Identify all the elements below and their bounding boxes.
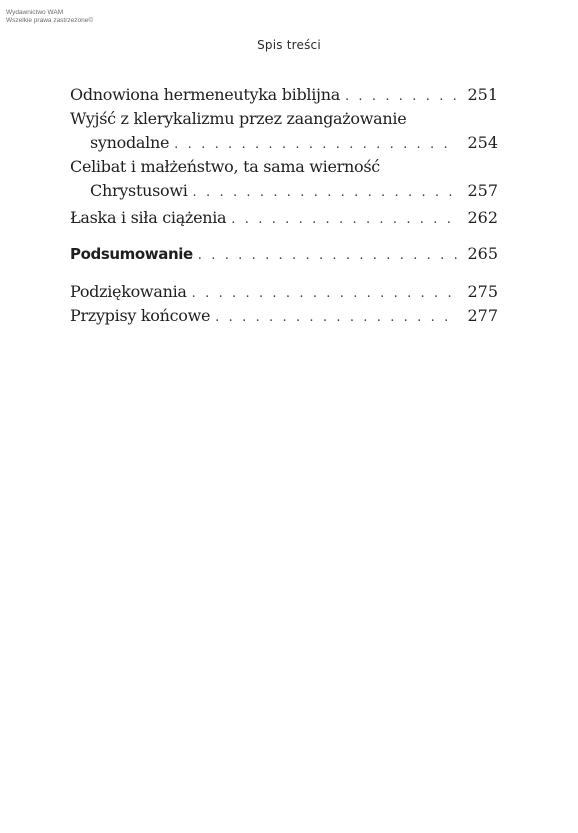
toc-entry-title: Wyjść z klerykalizmu przez zaangażowanie bbox=[70, 109, 407, 128]
toc-entry[interactable] bbox=[70, 155, 498, 200]
toc-entry[interactable] bbox=[70, 83, 498, 107]
dot-leader bbox=[345, 85, 458, 109]
toc-entry-title-continuation: synodalne bbox=[90, 133, 170, 152]
watermark-rights: Wszelkie prawa zastrzeżone© bbox=[6, 17, 94, 24]
toc-entry-title: Przypisy końcowe bbox=[70, 306, 211, 325]
toc-entry-title: Celibat i małżeństwo, ta sama wierność bbox=[70, 157, 380, 176]
dot-leader bbox=[192, 282, 458, 306]
dot-leader bbox=[215, 306, 457, 330]
toc-entry-page: 254 bbox=[467, 133, 498, 152]
toc-entry[interactable] bbox=[70, 107, 498, 152]
toc-entry[interactable] bbox=[70, 242, 498, 266]
toc-entry[interactable] bbox=[70, 304, 498, 328]
toc-entry-page: 265 bbox=[467, 244, 498, 263]
watermark-publisher: Wydawnictwo WAM bbox=[6, 9, 64, 16]
toc-entry[interactable] bbox=[70, 206, 498, 230]
dot-leader bbox=[231, 208, 457, 232]
toc-entry-title: Podziękowania bbox=[70, 282, 187, 301]
toc-entry-page: 275 bbox=[467, 282, 498, 301]
toc-entry-page: 251 bbox=[467, 85, 498, 104]
toc-entry-title: Podsumowanie bbox=[70, 245, 193, 263]
toc-entry[interactable] bbox=[70, 280, 498, 304]
toc-entry-title: Łaska i siła ciążenia bbox=[70, 208, 227, 227]
toc-entry-page: 262 bbox=[467, 208, 498, 227]
publisher-watermark bbox=[6, 9, 93, 25]
toc-entry-page: 257 bbox=[467, 181, 498, 200]
toc-entry-title-continuation: Chrystusowi bbox=[90, 181, 188, 200]
dot-leader bbox=[198, 244, 458, 268]
page-title: Spis treści bbox=[257, 38, 321, 52]
dot-leader bbox=[193, 181, 458, 205]
dot-leader bbox=[174, 133, 457, 157]
toc-entry-page: 277 bbox=[467, 306, 498, 325]
toc-entry-title: Odnowiona hermeneutyka biblijna bbox=[70, 85, 340, 104]
